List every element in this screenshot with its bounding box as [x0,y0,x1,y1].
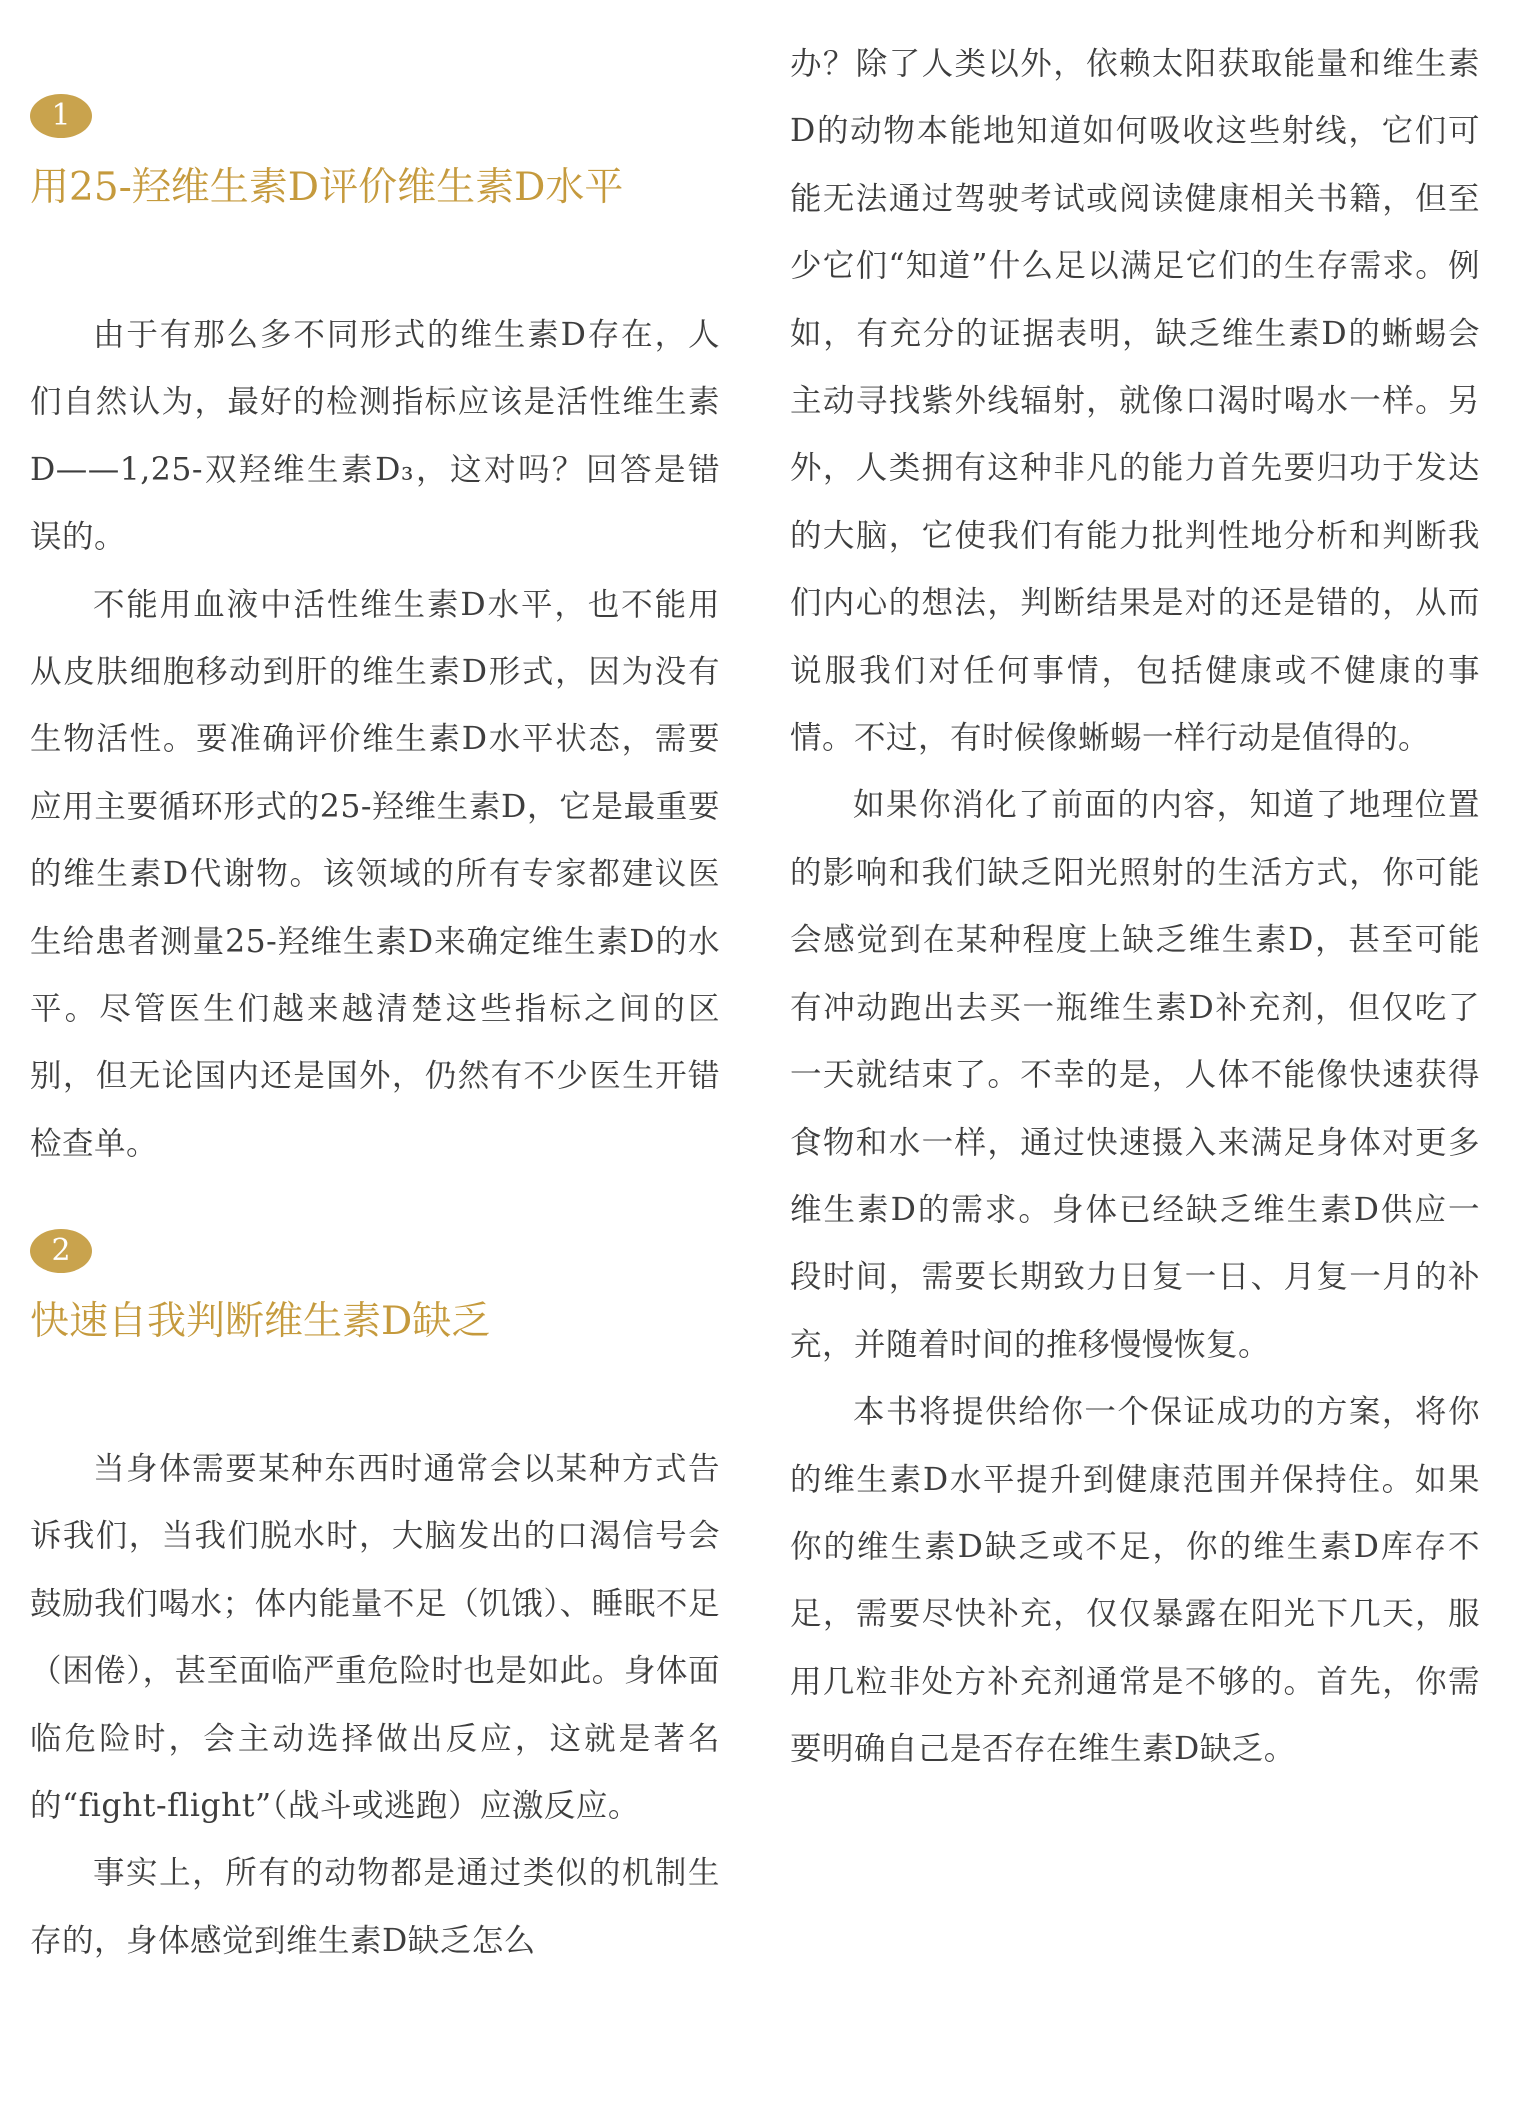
paragraph: 事实上，所有的动物都是通过类似的机制生存的，身体感觉到维生素D缺乏怎么 [30,1855,720,1959]
section-title: 用25-羟维生素D评价维生素D水平 [30,165,624,210]
paragraph: 本书将提供给你一个保证成功的方案，将你的维生素D水平提升到健康范围并保持住。如果你的维生素D缺乏或不足，你的维生素D库存不足，需要尽快补充，仅仅暴露在阳光下几天，服用几粒非处方补充剂通常是不够的。首先，你需要明确自己是否存在维生素D缺乏。 [790,1394,1480,1768]
section-body [30,302,720,1178]
paragraph: 由于有那么多不同形式的维生素D存在，人们自然认为，最好的检测指标应该是活性维生素D——1,25-双羟维生素D₃，这对吗？回答是错误的。 [30,317,720,556]
paragraph-continuation: 办？除了人类以外，依赖太阳获取能量和维生素D的动物本能地知道如何吸收这些射线，它们可能无法通过驾驶考试或阅读健康相关书籍，但至少它们“知道”什么足以满足它们的生存需求。例如，有充分的证据表明，缺乏维生素D的蜥蜴会主动寻找紫外线辐射，就像口渴时喝水一样。另外，人类拥有这种非凡的能力首先要归功于发达的大脑，它使我们有能力批判性地分析和判断我们内心的想法，判断结果是对的还是错的，从而说服我们对任何事情，包括健康或不健康的事情。不过，有时候像蜥蜴一样行动是值得的。 [790,46,1480,757]
section-number-badge: 1 [30,94,92,138]
paragraph: 不能用血液中活性维生素D水平，也不能用从皮肤细胞移动到肝的维生素D形式，因为没有生物活性。要准确评价维生素D水平状态，需要应用主要循环形式的25-羟维生素D，它是最重要的维生素D代谢物。该领域的所有专家都建议医生给患者测量25-羟维生素D来确定维生素D的水平。尽管医生们越来越清楚这些指标之间的区别，但无论国内还是国外，仍然有不少医生开错检查单。 [30,586,720,1162]
section-title: 快速自我判断维生素D缺乏 [30,1299,491,1344]
paragraph: 如果你消化了前面的内容，知道了地理位置的影响和我们缺乏阳光照射的生活方式，你可能会感觉到在某种程度上缺乏维生素D，甚至可能有冲动跑出去买一瓶维生素D补充剂，但仅吃了一天就结束了。不幸的是，人体不能像快速获得食物和水一样，通过快速摄入来满足身体对更多维生素D的需求。身体已经缺乏维生素D供应一段时间，需要长期致力日复一日、月复一月的补充，并随着时间的推移慢慢恢复。 [790,787,1480,1363]
section-number-badge: 2 [30,1229,92,1273]
paragraph: 当身体需要某种东西时通常会以某种方式告诉我们，当我们脱水时，大脑发出的口渴信号会鼓励我们喝水；体内能量不足（饥饿）、睡眠不足（困倦），甚至面临严重危险时也是如此。身体面临危险时，会主动选择做出反应，这就是著名的“fight-flight”（战斗或逃跑）应激反应。 [30,1451,720,1825]
continued-body [790,31,1480,1784]
section-body [30,1436,720,1975]
